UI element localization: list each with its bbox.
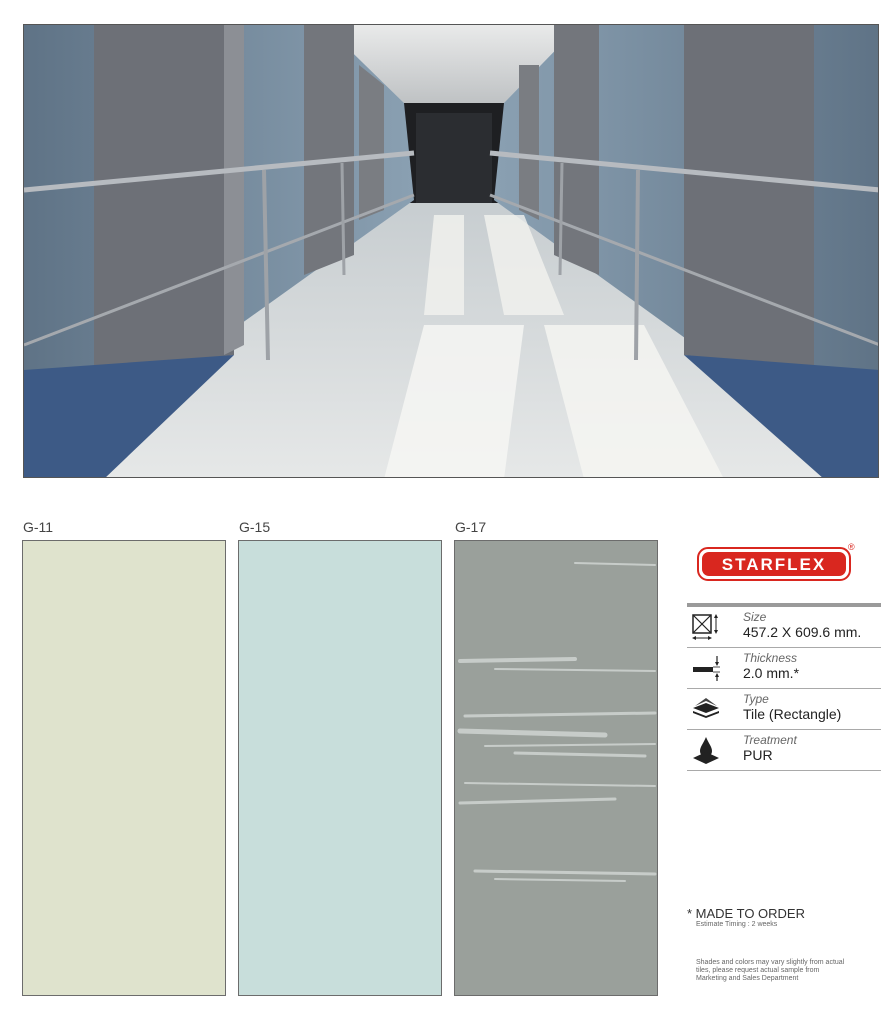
made-to-order-subtitle: Estimate Timing : 2 weeks — [696, 921, 778, 928]
made-to-order-title: * MADE TO ORDER — [687, 906, 805, 921]
logo-wordmark: STARFLEX — [721, 555, 827, 574]
spec-label: Size — [743, 610, 767, 624]
disclaimer-text: Shades and colors may vary slightly from actual tiles, please request actual sample from Marketing and Sales Department — [696, 959, 845, 982]
treatment-drop-icon — [691, 736, 721, 764]
spec-table — [687, 603, 881, 771]
spec-row-size — [687, 607, 881, 648]
layers-icon — [691, 695, 721, 723]
registered-mark: ® — [848, 543, 855, 552]
spec-row-treatment — [687, 730, 881, 771]
starflex-logo — [697, 543, 857, 581]
marble-streaks — [455, 541, 658, 996]
spec-value: PUR — [743, 747, 773, 763]
spec-label: Treatment — [743, 733, 797, 747]
swatch-tile-g11 — [22, 540, 226, 996]
swatch-tile-g15 — [238, 540, 442, 996]
spec-value: 457.2 X 609.6 mm. — [743, 624, 862, 640]
swatch-code-g17: G-17 — [455, 519, 487, 535]
thickness-icon — [691, 654, 721, 682]
spec-row-thickness — [687, 648, 881, 689]
spec-row-type — [687, 689, 881, 730]
spec-label: Type — [743, 692, 769, 706]
hero-photo-corridor — [23, 24, 879, 478]
swatch-tile-g17 — [454, 540, 658, 996]
spec-value: 2.0 mm.* — [743, 665, 800, 681]
size-icon — [691, 613, 721, 641]
spec-value: Tile (Rectangle) — [743, 706, 842, 722]
spec-label: Thickness — [743, 651, 798, 665]
swatch-code-g15: G-15 — [239, 519, 271, 535]
swatch-code-g11: G-11 — [23, 519, 54, 535]
